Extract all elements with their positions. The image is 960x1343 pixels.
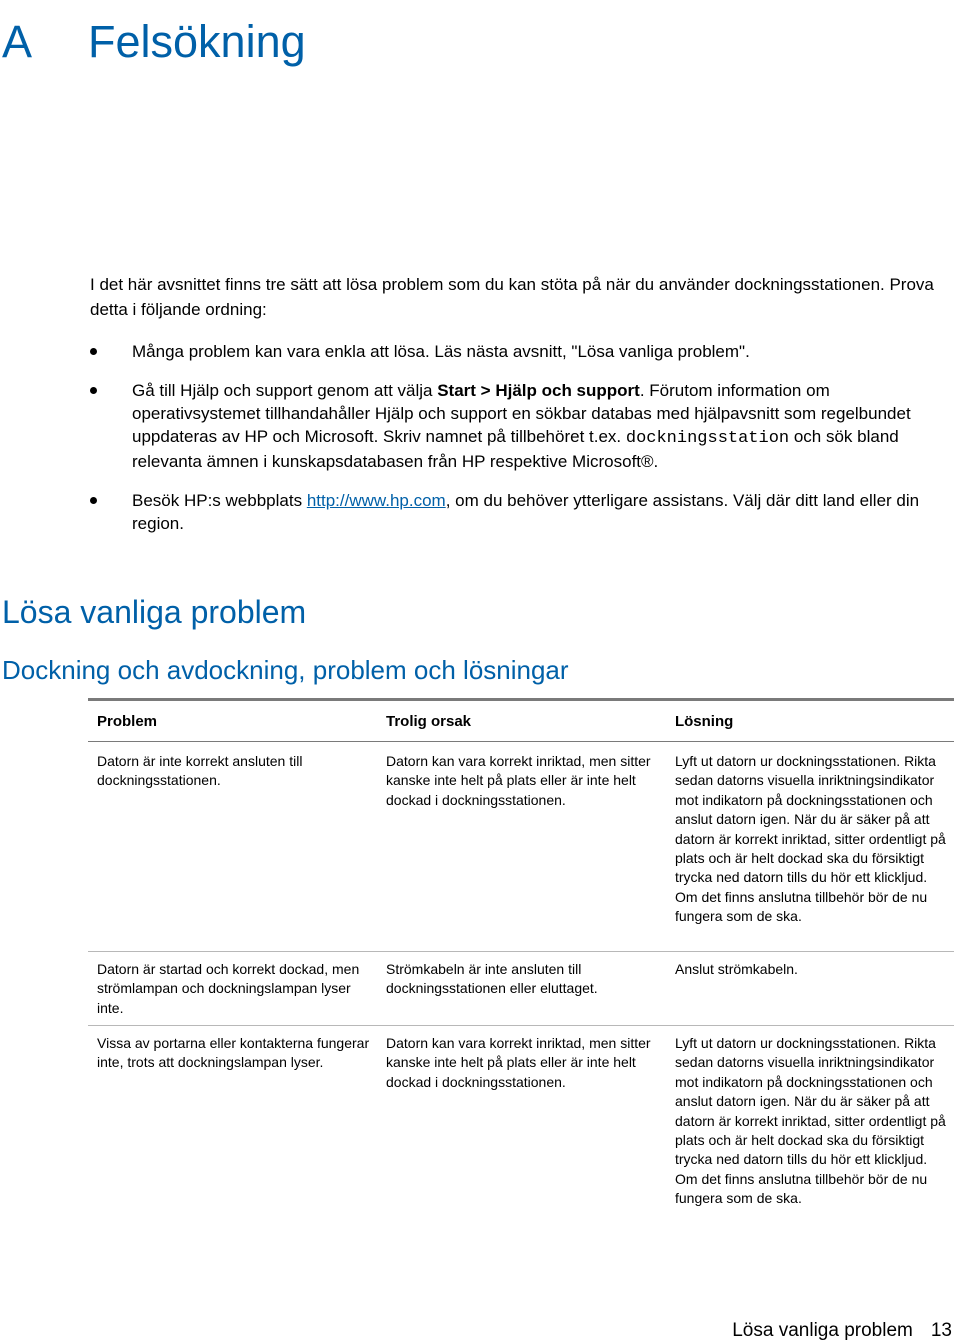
subsection-title: Dockning och avdockning, problem och lösningar [2, 655, 569, 685]
chapter-letter: A [2, 16, 33, 67]
page-number: 13 [930, 1320, 952, 1341]
bullet-item [90, 489, 950, 535]
column-header-solution: Lösning [674, 712, 734, 730]
cause-cell: Datorn kan vara korrekt inriktad, men sitter kanske inte helt på plats eller är inte helt dockad i dockningsstationen. [386, 753, 651, 808]
bullet-text-post: och sök bland relevanta ämnen i kunskapsdatabasen från HP respektive Microsoft®. [132, 427, 899, 471]
chapter-title: Felsökning [88, 16, 306, 67]
footer-section-name: Lösa vanliga problem [732, 1320, 913, 1341]
bullet-text-pre: Gå till Hjälp och support genom att välja [132, 381, 438, 400]
bullet-icon [90, 497, 97, 504]
solution-cell: Lyft ut datorn ur dockningsstationen. Rikta sedan datorns visuella inriktningsindikator mot indikatorn på dockningsstationen och anslut datorn igen. När du är säker på att datorn är korrekt inriktad, sitter ordentligt på plats och är helt dockad ska du försiktigt trycka ned datorn tills du hör ett klickljud. Om det finns anslutna tillbehör bör de nu fungera som de ska. [675, 1035, 946, 1207]
bullet-icon [90, 387, 97, 394]
page-footer [732, 1319, 952, 1343]
bullet-text-post: , om du behöver ytterligare assistans. Välj där ditt land eller din region. [132, 491, 920, 533]
bullet-text-mid: . Förutom information om operativsystemet tillhandahåller Hjälp och support en sökbar databas med hjälpavsnitt som regelbundet uppdateras av HP och Microsoft. Skriv namnet på tillbehöret t.ex. [132, 381, 911, 446]
bullet-text-pre: Besök HP:s webbplats [132, 491, 307, 510]
column-header-cause: Trolig orsak [385, 712, 472, 730]
bullet-item [90, 379, 950, 473]
problem-cell: Datorn är startad och korrekt dockad, men strömlampan och dockningslampan lyser inte. [97, 961, 360, 1016]
bullet-icon [90, 348, 97, 355]
menu-path: Start > Hjälp och support [437, 381, 640, 400]
bullet-list [90, 340, 950, 551]
cause-cell: Datorn kan vara korrekt inriktad, men sitter kanske inte helt på plats eller är inte helt dockad i dockningsstationen. [386, 1035, 651, 1090]
chapter-heading [0, 14, 960, 70]
bullet-item [90, 340, 950, 363]
troubleshooting-table [88, 698, 954, 1222]
bullet-text: Många problem kan vara enkla att lösa. Läs nästa avsnitt, "Lösa vanliga problem". [132, 342, 750, 361]
column-header-problem: Problem [97, 712, 158, 730]
hp-website-link[interactable]: http://www.hp.com [306, 491, 446, 510]
cause-cell: Strömkabeln är inte ansluten till dockningsstationen eller eluttaget. [386, 961, 598, 997]
solution-cell: Lyft ut datorn ur dockningsstationen. Rikta sedan datorns visuella inriktningsindikator mot indikatorn på dockningsstationen och anslut datorn igen. När du är säker på att datorn är korrekt inriktad, sitter ordentligt på plats och är helt dockad ska du försiktigt trycka ned datorn tills du hör ett klickljud. Om det finns anslutna tillbehör bör de nu fungera som de ska. [675, 753, 946, 925]
search-term-code: dockningsstation [625, 429, 790, 448]
table-header-row [88, 701, 954, 742]
problem-cell: Datorn är inte korrekt ansluten till dockningsstationen. [97, 753, 303, 789]
problem-cell: Vissa av portarna eller kontakterna fungerar inte, trots att dockningslampan lyser. [97, 1035, 370, 1071]
solution-cell: Anslut strömkabeln. [675, 961, 798, 977]
table-row [88, 952, 954, 1026]
section-title: Lösa vanliga problem [2, 594, 307, 630]
table-row [88, 742, 954, 952]
intro-paragraph: I det här avsnittet finns tre sätt att lösa problem som du kan stöta på när du använder dockningsstationen. Prova detta i följande ordning: [90, 275, 934, 319]
table-row [88, 1026, 954, 1222]
